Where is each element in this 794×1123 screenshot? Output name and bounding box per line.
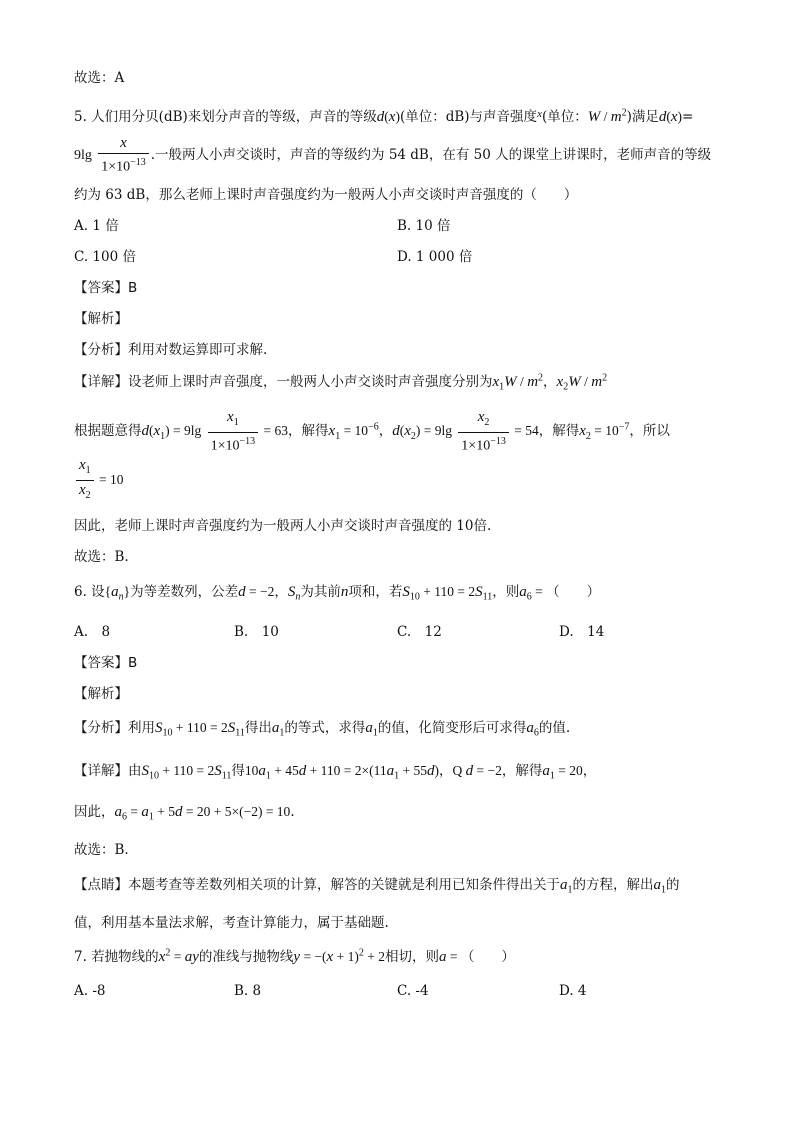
q6-dianjing-text-1: 本题考查等差数列相关项的计算，解答的关键就是利用已知条件得出关于 bbox=[128, 877, 560, 893]
q6-stem-g: （ ） bbox=[546, 584, 601, 600]
q5-stem-text-e: = bbox=[682, 109, 694, 125]
q6-fenxi-c: 的等式，求得 bbox=[284, 720, 366, 736]
q6-dianjing-text-1b: 的方程，解出 bbox=[572, 877, 654, 893]
q6-therefore-line: 因此，$a_6 = a_1 + 5d = 20 + 5\times(-2) = 10$. bbox=[74, 804, 295, 823]
q5-xiangjie-line: 【详解】设老师上课时声音强度，一般两人小声交谈时声音强度分别为$x_1W / m^2$，$x_2W / m^2$ bbox=[74, 372, 608, 393]
q5-fenxi-line bbox=[74, 338, 267, 358]
q5-answer-line bbox=[74, 276, 137, 296]
q6-answer-tag: 【答案】 bbox=[74, 655, 128, 671]
q5-conclusion: 因此，老师上课时声音强度约为一般两人小声交谈时声音强度的 10倍. bbox=[74, 518, 492, 534]
q6-dianjing-line-1: 【点睛】本题考查等差数列相关项的计算，解答的关键就是利用已知条件得出关于$a_1$的方程，解出$a_1$的 bbox=[74, 877, 680, 896]
q5-final: 故选：B. bbox=[74, 549, 129, 565]
q6-xiangjie-tag: 【详解】 bbox=[74, 763, 128, 779]
q5-derive-mid1: ，解得 bbox=[288, 423, 329, 440]
q5-stem-text-c: (单位： bbox=[541, 109, 588, 125]
q5-option-c: C. 100 倍 bbox=[74, 249, 136, 265]
q5-derive-end: ，所以 bbox=[629, 423, 670, 440]
q6-stem-c: ， bbox=[274, 584, 288, 600]
q7-stem-a: 7. 若抛物线的 bbox=[74, 949, 159, 965]
q5-answer-tag: 【答案】 bbox=[74, 280, 128, 296]
q6-option-c: C. 12 bbox=[397, 624, 442, 640]
q6-xj-c: ， bbox=[438, 763, 453, 779]
q5-stem-text-2: .一般两人小声交谈时，声音的等级约为 54 dB，在有 50 人的课堂上讲课时，老师声音的等级 bbox=[150, 146, 712, 163]
q5-derive-mid3: ，解得 bbox=[538, 423, 580, 440]
q5-derive-line: 根据题意得$d(x_1) = 9\lg$ $\frac{x_1}{1\times 10^{-13}}$ = 63，解得$x_1 = 10^{-6}$，$d(x_2) = 9\lg$ $\frac{x_2}{1\times 10^{-13}}$ = 54，解得$x_2 = 10^{-7}$，所以 bbox=[74, 409, 670, 454]
q5-fenxi-text: 利用对数运算即可求解. bbox=[128, 342, 268, 358]
q6-dianjing-tag: 【点睛】 bbox=[74, 877, 128, 893]
q5-answer-value: B bbox=[128, 280, 138, 296]
q4-final-answer: 故选：A bbox=[74, 70, 125, 86]
q6-option-b: B. 10 bbox=[234, 624, 279, 640]
q6-final: 故选：B. bbox=[74, 842, 129, 858]
q6-stem-a: 6. 设 bbox=[74, 584, 105, 600]
q5-derive-prefix: 根据题意得 bbox=[74, 423, 142, 440]
q6-answer-line bbox=[74, 651, 137, 671]
q5-jiexi-tag: 【解析】 bbox=[74, 311, 128, 327]
q6-fenxi-tag: 【分析】 bbox=[74, 720, 128, 736]
q5-fenxi-tag: 【分析】 bbox=[74, 342, 128, 358]
q6-fenxi-d: 的值，化简变形后可求得 bbox=[377, 720, 527, 736]
q6-xj-d: ，解得 bbox=[501, 763, 543, 779]
q6-dianjing-line-2: 值，利用基本量法求解，考查计算能力，属于基础题. bbox=[74, 915, 389, 931]
q5-formula-dx: d bbox=[376, 109, 385, 125]
q5-fraction: $\frac{x}{1\times 10^{-13}}$ bbox=[98, 134, 149, 177]
q6-stem-d: 为其前 bbox=[300, 584, 341, 600]
q5-xiangjie-tag: 【详解】 bbox=[74, 374, 128, 390]
q5-stem-line-3: 约为 63 dB，那么老师上课时声音强度约为一般两人小声交谈时声音强度的（ ） bbox=[74, 187, 578, 203]
q6-xj-e: ， bbox=[582, 763, 597, 779]
q5-stem-line-1: 5. 人们用分贝(dB)来划分声音的等级，声音的等级d(x)(单位：dB)与声音强度$^x$(单位：W / $m^2$)满足d(x)= bbox=[74, 107, 694, 125]
q6-fenxi-line: 【分析】利用$S_{10} + 110 = 2S_{11}$得出$a_1$的等式，求得$a_1$的值，化简变形后可求得$a_6$的值. bbox=[74, 720, 571, 739]
q6-fenxi-b: 得出 bbox=[244, 720, 272, 736]
q6-option-d: D. 14 bbox=[559, 624, 605, 640]
q6-option-a: A. 8 bbox=[74, 624, 111, 640]
q5-stem-text-b: (单位：dB)与声音强度 bbox=[399, 109, 538, 125]
q5-option-a: A. 1 倍 bbox=[74, 218, 119, 234]
q6-stem: 6. 设$\{a_n\}$为等差数列，公差d = −2，$S_n$为其前n项和，若$S_{10} + 110 = 2S_{11}$，则$a_6$ = （ ） bbox=[74, 584, 601, 603]
q5-xiangjie-text: 设老师上课时声音强度，一般两人小声交谈时声音强度分别为 bbox=[128, 374, 493, 390]
q6-jiexi-tag: 【解析】 bbox=[74, 686, 128, 702]
q7-stem-d: （ ） bbox=[460, 949, 515, 965]
q7-option-d: D. 4 bbox=[559, 983, 587, 999]
q7-stem-c: 相切，则 bbox=[384, 949, 439, 965]
q5-stem-text-d: )满足 bbox=[626, 109, 659, 125]
q6-xj-b: 得 bbox=[231, 763, 245, 779]
q5-ratio-line: $\frac{x_1}{x_2}$ = 10 bbox=[74, 456, 124, 505]
q6-xiangjie-line: 【详解】由$S_{10} + 110 = 2S_{11}$得$10a_1 + 45d + 110 = 2\times(11a_1 + 55d)$，Q d = −2，解得$a_1 = 20$， bbox=[74, 763, 597, 782]
q6-answer-value: B bbox=[128, 655, 138, 671]
q7-stem-b: 的准线与抛物线 bbox=[198, 949, 294, 965]
q5-option-d: D. 1 000 倍 bbox=[397, 249, 473, 265]
q6-xj-a: 由 bbox=[128, 763, 142, 779]
q7-option-a: A. -8 bbox=[74, 983, 106, 999]
q5-stem-text: 5. 人们用分贝(dB)来划分声音的等级，声音的等级 bbox=[74, 109, 377, 125]
q6-dianjing-text-1c: 的 bbox=[666, 877, 680, 893]
q7-stem: 7. 若抛物线的$x^2$ = ay的准线与抛物线$y = -(x + 1)^2 + 2$相切，则a = （ ） bbox=[74, 947, 515, 965]
q6-stem-f: ，则 bbox=[492, 584, 520, 600]
q6-stem-b: 为等差数列，公差 bbox=[130, 584, 239, 600]
q5-stem-line-2 bbox=[74, 134, 711, 177]
q7-option-c: C. -4 bbox=[397, 983, 429, 999]
q6-fenxi-a: 利用 bbox=[128, 720, 155, 736]
q6-stem-e: 项和，若 bbox=[348, 584, 403, 600]
q7-option-b: B. 8 bbox=[234, 983, 262, 999]
q5-option-b: B. 10 倍 bbox=[397, 218, 451, 234]
q6-therefore-text: 因此， bbox=[74, 804, 115, 820]
q5-formula-9lg: 9lg bbox=[74, 147, 92, 163]
q6-fenxi-e: 的值. bbox=[538, 720, 571, 736]
q5-derive-mid2: ， bbox=[378, 423, 393, 440]
